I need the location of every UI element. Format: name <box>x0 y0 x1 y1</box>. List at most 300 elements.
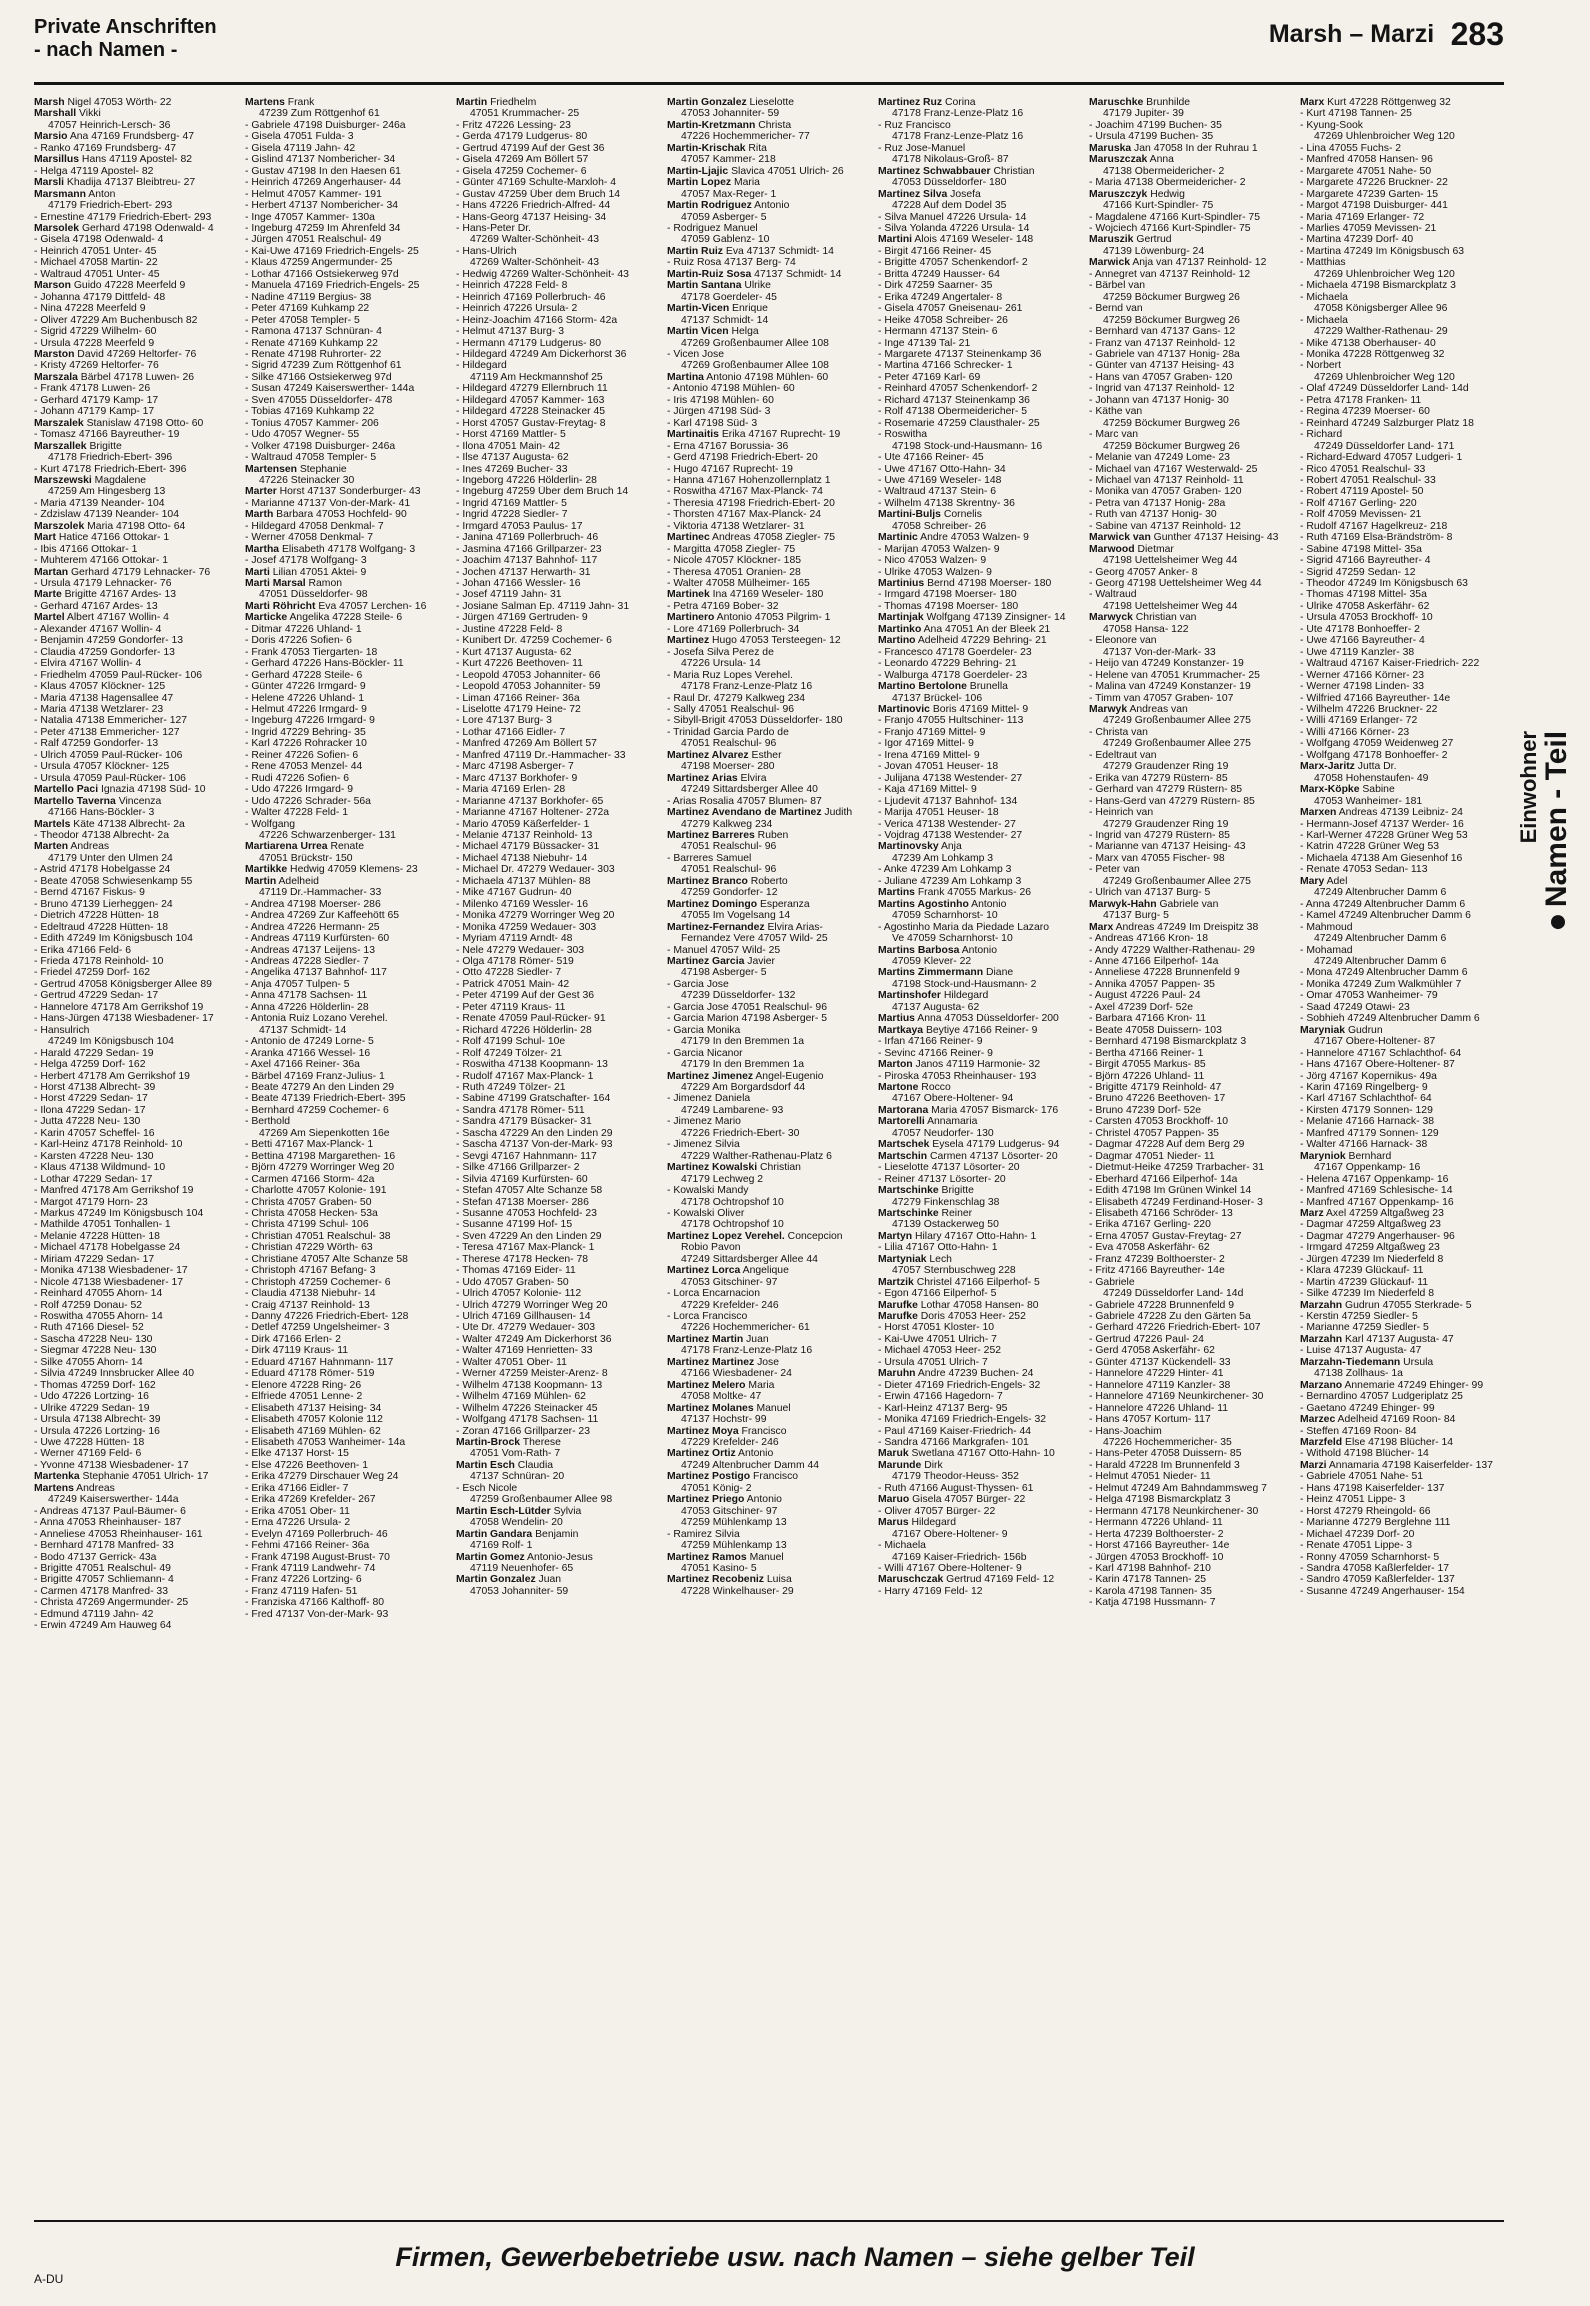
entry-text: - Beate 47058 Duissern- 103 <box>1089 1024 1222 1036</box>
directory-entry <box>245 464 450 475</box>
entry-text: - Gerd 47198 Friedrich-Ebert- 20 <box>667 452 818 464</box>
directory-entry <box>1089 819 1294 830</box>
entry-text: 47228 Winkelhauser- 29 <box>681 1585 794 1597</box>
directory-entry <box>245 1517 450 1528</box>
entry-text: - Irmgard 47198 Moerser- 180 <box>878 589 1017 601</box>
directory-entry <box>245 601 450 612</box>
entry-text: Reiner <box>938 1207 973 1219</box>
directory-entry <box>1089 933 1294 944</box>
directory-entry <box>1300 108 1505 119</box>
entry-surname: Marsio <box>34 131 68 143</box>
entry-text: - Ulrike 47229 Sedan- 19 <box>34 1402 150 1414</box>
directory-entry <box>456 1197 661 1208</box>
directory-entry <box>245 1219 450 1230</box>
entry-text: - Bruno 47239 Dorf- 52e <box>1089 1104 1202 1116</box>
entry-text: - Lilia 47167 Otto-Hahn- 1 <box>878 1242 998 1254</box>
directory-entry <box>1089 486 1294 497</box>
directory-entry <box>878 658 1083 669</box>
entry-surname: Marzi <box>1300 1459 1327 1471</box>
directory-entry <box>34 212 239 223</box>
directory-entry <box>245 452 450 463</box>
entry-text: - Bernardino 47057 Ludgeriplatz 25 <box>1300 1391 1463 1403</box>
entry-surname: Martinez Domingo <box>667 898 758 910</box>
entry-text: - Michaela 47198 Bismarckplatz 3 <box>1300 280 1456 292</box>
entry-text: - Kirsten 47179 Sonnen- 129 <box>1300 1104 1433 1116</box>
directory-entry <box>878 280 1083 291</box>
directory-entry <box>1300 589 1505 600</box>
directory-entry <box>1089 1471 1294 1482</box>
directory-entry <box>245 555 450 566</box>
entry-text: - Kerstin 47259 Siedler- 5 <box>1300 1311 1418 1323</box>
entry-text: 47178 Franz-Lenze-Platz 16 <box>892 108 1024 120</box>
entry-surname: Marsolek <box>34 222 80 234</box>
directory-entry <box>34 1448 239 1459</box>
entry-text: Boris 47169 Mittel- 9 <box>929 704 1029 716</box>
directory-entry <box>667 933 872 944</box>
directory-entry <box>878 509 1083 520</box>
directory-entry <box>245 1254 450 1265</box>
header-rule <box>34 82 1504 85</box>
entry-text: - Walburga 47178 Goerdeler- 23 <box>878 669 1028 681</box>
entry-text: - Wilhelm 47169 Mühlen- 62 <box>456 1391 586 1403</box>
entry-text: - Ursula 47179 Lehnacker- 76 <box>34 578 172 590</box>
entry-text: 47279 Graudenzer Ring 19 <box>1103 761 1229 773</box>
entry-text: - Sabine 47199 Gratschafter- 164 <box>456 1093 611 1105</box>
entry-text: - Agostinho Maria da Piedade Lazaro <box>878 921 1049 933</box>
directory-entry <box>1300 990 1505 1001</box>
directory-entry <box>878 1174 1083 1185</box>
entry-text: - Günter 47226 Irmgard- 9 <box>245 681 366 693</box>
entry-text: Gunther 47137 Heising- 43 <box>1150 532 1279 544</box>
directory-entry <box>1089 1586 1294 1597</box>
entry-text: - Timm van 47057 Graben- 107 <box>1089 692 1234 704</box>
entry-text: 47053 Gitschiner- 97 <box>681 1505 778 1517</box>
directory-entry <box>34 635 239 646</box>
entry-text: Therese <box>520 1437 561 1449</box>
directory-entry <box>245 933 450 944</box>
directory-entry <box>878 853 1083 864</box>
directory-entry <box>456 830 661 841</box>
directory-entry <box>1300 864 1505 875</box>
entry-text: - Justine 47228 Feld- 8 <box>456 623 563 635</box>
entry-text: - Hans-Peter 47058 Duissern- 85 <box>1089 1448 1242 1460</box>
entry-text: - Margarete 47239 Garten- 15 <box>1300 188 1439 200</box>
directory-entry <box>456 624 661 635</box>
directory-entry <box>1089 498 1294 509</box>
directory-entry <box>34 1151 239 1162</box>
entry-text: - Wilhelm 47138 Koopmann- 13 <box>456 1379 603 1391</box>
directory-entry <box>667 979 872 990</box>
directory-entry <box>456 212 661 223</box>
entry-text: - Ruth 47249 Tölzer- 21 <box>456 1081 566 1093</box>
directory-entry <box>1300 131 1505 142</box>
entry-text: - Carmen 47166 Storm- 42a <box>245 1173 375 1185</box>
entry-text: 47053 Wanheimer- 181 <box>1314 795 1423 807</box>
directory-entry <box>1089 1048 1294 1059</box>
directory-entry <box>34 1426 239 1437</box>
entry-text: - Christa 47199 Schul- 106 <box>245 1219 369 1231</box>
entry-text: - Marianne van 47137 Heising- 43 <box>1089 841 1246 853</box>
entry-text: 47178 Franz-Lenze-Platz 16 <box>681 1345 813 1357</box>
directory-entry <box>456 1334 661 1345</box>
entry-text: - Tomasz 47166 Bayreuther- 19 <box>34 429 180 441</box>
directory-entry <box>34 761 239 772</box>
directory-entry <box>1300 945 1505 956</box>
entry-text: - Horst 47169 Mattler- 5 <box>456 429 566 441</box>
directory-entry <box>878 212 1083 223</box>
directory-entry <box>878 303 1083 314</box>
entry-text: - Friedel 47259 Dorf- 162 <box>34 967 151 979</box>
entry-text: - Thomas 47259 Dorf- 162 <box>34 1379 156 1391</box>
entry-text: - Sabine 47198 Mittel- 35a <box>1300 543 1422 555</box>
entry-text: 47229 Walther-Rathenau- 29 <box>1314 326 1448 338</box>
directory-entry <box>1089 773 1294 784</box>
entry-text: - Bernd 47167 Fiskus- 9 <box>34 887 145 899</box>
entry-text: - Friedhelm 47059 Paul-Rücker- 106 <box>34 669 203 681</box>
directory-entry <box>34 1609 239 1620</box>
entry-text: - Hildegard 47228 Steinacker 45 <box>456 406 606 418</box>
column-3 <box>456 97 661 2209</box>
entry-text: Frank 47055 Markus- 26 <box>914 887 1032 899</box>
directory-entry <box>878 131 1083 142</box>
directory-entry <box>878 234 1083 245</box>
directory-entry <box>34 1219 239 1230</box>
entry-text: - Reinhard 47249 Salzburger Platz 18 <box>1300 417 1474 429</box>
entry-text: - Waltraud <box>1089 589 1137 601</box>
directory-entry <box>1089 738 1294 749</box>
directory-entry <box>667 475 872 486</box>
entry-text: - Richard <box>1300 429 1343 441</box>
directory-entry <box>878 1048 1083 1059</box>
entry-surname: Martinez Molanes <box>667 1402 754 1414</box>
entry-surname: Martinec <box>667 532 710 544</box>
directory-entry <box>245 1139 450 1150</box>
entry-text: - Withold 47198 Blücher- 14 <box>1300 1448 1429 1460</box>
directory-columns <box>34 97 1506 2209</box>
entry-surname: Martinez Moya <box>667 1425 739 1437</box>
directory-entry <box>878 555 1083 566</box>
directory-entry <box>1300 1151 1505 1162</box>
entry-text: 47198 Uettelsheimer Weg 44 <box>1103 600 1238 612</box>
entry-text: Antonio-Jesus <box>524 1551 593 1563</box>
entry-text: - Ingrid van 47137 Reinhold- 12 <box>1089 383 1235 395</box>
directory-entry <box>34 269 239 280</box>
entry-text: Käte 47138 Albrecht- 2a <box>70 818 185 830</box>
entry-text: - Gisela 47269 Am Böllert 57 <box>456 154 589 166</box>
entry-text: - Ulrich 47169 Gillhausen- 14 <box>456 1311 591 1323</box>
directory-entry <box>245 1185 450 1196</box>
directory-entry <box>1300 1002 1505 1013</box>
directory-entry <box>1089 1277 1294 1288</box>
entry-text: - Marx van 47055 Fischer- 98 <box>1089 852 1225 864</box>
entry-text: - Ursula 47138 Albrecht- 39 <box>34 1414 161 1426</box>
entry-text: - Leonardo 47229 Behring- 21 <box>878 658 1017 670</box>
directory-entry <box>1089 601 1294 612</box>
entry-surname: Martinez Arias <box>667 772 738 784</box>
directory-entry <box>245 1574 450 1585</box>
entry-text: Gudrun <box>1345 1024 1383 1036</box>
directory-entry <box>667 1197 872 1208</box>
entry-text: - Mona 47249 Altenbrucher Damm 6 <box>1300 967 1468 979</box>
directory-entry <box>34 1082 239 1093</box>
entry-text: - Bernhard 47259 Cochemer- 6 <box>245 1104 389 1116</box>
entry-text: - Herbert 47137 Nombericher- 34 <box>245 200 399 212</box>
directory-entry <box>245 1242 450 1253</box>
directory-entry <box>456 1219 661 1230</box>
entry-text: 47053 Gitschiner- 97 <box>681 1276 778 1288</box>
directory-entry <box>1089 784 1294 795</box>
entry-text: - Gislind 47137 Nombericher- 34 <box>245 154 396 166</box>
directory-entry <box>667 647 872 658</box>
directory-entry <box>878 1151 1083 1162</box>
directory-entry <box>878 807 1083 818</box>
entry-text: - Silvia 47169 Kurfürsten- 60 <box>456 1173 588 1185</box>
entry-text: - Sevgi 47167 Hahnmann- 117 <box>456 1150 597 1162</box>
directory-entry <box>1089 223 1294 234</box>
entry-text: - Margarete 47226 Bruckner- 22 <box>1300 177 1448 189</box>
entry-text: - Hans-Joachim <box>1089 1425 1162 1437</box>
directory-entry <box>1089 887 1294 898</box>
directory-entry <box>1300 1231 1505 1242</box>
directory-entry <box>34 887 239 898</box>
entry-text: - Claudia 47259 Gondorfer- 13 <box>34 646 175 658</box>
entry-text: Andreas <box>73 1482 115 1494</box>
entry-text: Rita <box>745 142 767 154</box>
entry-text: - Ulrich 47057 Kolonie- 112 <box>456 1288 582 1300</box>
directory-entry <box>878 796 1083 807</box>
directory-entry <box>1300 1162 1505 1173</box>
entry-text: 47259 Böckumer Burgweg 26 <box>1103 440 1240 452</box>
directory-entry <box>456 1391 661 1402</box>
entry-text: - Manfred 47167 Oppenkamp- 16 <box>1300 1196 1454 1208</box>
directory-entry <box>245 567 450 578</box>
entry-text: Axel 47259 Altgaßweg 23 <box>1323 1207 1444 1219</box>
entry-text: Brigitte <box>86 440 122 452</box>
directory-entry <box>456 1105 661 1116</box>
entry-surname: Marson <box>34 280 71 292</box>
directory-entry <box>1300 635 1505 646</box>
entry-surname: Martinez Ortiz <box>667 1448 736 1460</box>
entry-text: - Ursula 47199 Buchen- 35 <box>1089 131 1214 143</box>
entry-text: - Katrin 47228 Grüner Weg 53 <box>1300 841 1440 853</box>
entry-text: - Michael van 47167 Westerwald- 25 <box>1089 463 1258 475</box>
entry-text: - Maria 47169 Erlanger- 72 <box>1300 211 1425 223</box>
entry-text: - Andreas 47166 Kron- 18 <box>1089 933 1208 945</box>
directory-entry <box>878 521 1083 532</box>
directory-entry <box>245 670 450 681</box>
directory-entry <box>1300 922 1505 933</box>
directory-entry <box>667 658 872 669</box>
entry-text: - Heinrich 47228 Feld- 8 <box>456 280 568 292</box>
directory-entry <box>667 1185 872 1196</box>
side-tab <box>1510 620 1580 1040</box>
entry-surname: Martinez Silva <box>878 188 948 200</box>
entry-text: Eva 47057 Lerchen- 16 <box>315 600 427 612</box>
entry-text: - Lieselotte 47137 Lösorter- 20 <box>878 1162 1020 1174</box>
directory-entry <box>1300 612 1505 623</box>
entry-text: - Erwin 47249 Am Hauweg 64 <box>34 1620 172 1632</box>
directory-entry <box>456 658 661 669</box>
directory-entry <box>667 1288 872 1299</box>
directory-entry <box>667 773 872 784</box>
entry-text: Gertrud <box>1133 234 1172 246</box>
entry-surname: Marston <box>34 348 75 360</box>
entry-text: - Malina van 47249 Konstanzer- 19 <box>1089 681 1251 693</box>
directory-entry <box>245 1231 450 1242</box>
entry-text: - Dieter 47169 Friedrich-Engels- 32 <box>878 1379 1041 1391</box>
entry-text: - Marlies 47059 Mevissen- 21 <box>1300 222 1437 234</box>
entry-text: - Natalia 47138 Emmericher- 127 <box>34 715 188 727</box>
directory-entry <box>34 257 239 268</box>
entry-text: - Wilhelm 47138 Skrentny- 36 <box>878 497 1015 509</box>
directory-entry <box>667 601 872 612</box>
directory-entry <box>245 1506 450 1517</box>
entry-text: 47058 Moltke- 47 <box>681 1391 762 1403</box>
directory-entry <box>1300 876 1505 887</box>
directory-entry <box>456 761 661 772</box>
entry-text: - Nadine 47119 Bergius- 38 <box>245 291 372 303</box>
entry-surname: Martin Gonzalez <box>456 1574 536 1586</box>
directory-entry <box>1089 1300 1294 1311</box>
directory-entry <box>34 922 239 933</box>
entry-text: Diane <box>983 967 1014 979</box>
directory-entry <box>878 166 1083 177</box>
entry-text: Fernandez Vere 47057 Wild- 25 <box>681 933 828 945</box>
directory-entry <box>878 1517 1083 1528</box>
directory-entry <box>878 1426 1083 1437</box>
entry-text: - Detlef 47259 Ungelsheimer- 3 <box>245 1322 390 1334</box>
entry-surname: Martino <box>878 635 916 647</box>
directory-entry <box>34 1437 239 1448</box>
entry-surname: Marzec <box>1300 1414 1336 1426</box>
entry-text: 47178 Franz-Lenze-Platz 16 <box>681 681 813 693</box>
entry-surname: Martinez Garcia <box>667 955 745 967</box>
entry-text: - Peter 47169 Karl- 69 <box>878 371 981 383</box>
entry-text: - Heinz 47051 Lippe- 3 <box>1300 1494 1406 1506</box>
entry-text: Antonio <box>735 1448 774 1460</box>
entry-text: - Steffen 47169 Roon- 84 <box>1300 1425 1417 1437</box>
directory-entry <box>456 635 661 646</box>
entry-text: - Michael Dr. 47279 Wedauer- 303 <box>456 864 615 876</box>
entry-text: 47057 Kammer- 218 <box>681 154 776 166</box>
directory-entry <box>456 1345 661 1356</box>
entry-text: - Hildegard <box>456 360 507 372</box>
directory-entry <box>34 1025 239 1036</box>
directory-entry <box>667 1380 872 1391</box>
directory-entry <box>1300 1105 1505 1116</box>
entry-text: 47137 Schmidt- 14 <box>751 268 842 280</box>
entry-text: - Kurt 47178 Friedrich-Ebert- 396 <box>34 463 187 475</box>
entry-text: - Gertrud 47226 Paul- 24 <box>1089 1333 1204 1345</box>
directory-entry <box>245 1414 450 1425</box>
directory-entry <box>34 349 239 360</box>
entry-text: - Ulrich 47059 Paul-Rücker- 106 <box>34 749 183 761</box>
entry-text: - Sigrid 47229 Wilhelm- 60 <box>34 326 157 338</box>
entry-text: 47051 Vom-Rath- 7 <box>470 1448 561 1460</box>
entry-surname: Martinez Melero <box>667 1379 746 1391</box>
directory-entry <box>878 1368 1083 1379</box>
directory-entry <box>245 853 450 864</box>
directory-entry <box>878 452 1083 463</box>
entry-text: - Elisabeth 47249 Ferdinand-Hoser- 3 <box>1089 1196 1263 1208</box>
entry-text: Elisabeth 47178 Wolfgang- 3 <box>279 543 416 555</box>
directory-entry <box>1089 1025 1294 1036</box>
directory-entry <box>245 315 450 326</box>
directory-entry <box>245 738 450 749</box>
directory-entry <box>667 796 872 807</box>
entry-text: - Melanie 47137 Reinhold- 13 <box>456 830 593 841</box>
directory-entry <box>1089 899 1294 910</box>
entry-text: 47249 Sittardsberger Allee 44 <box>681 1253 818 1265</box>
entry-text: - Lothar 47166 Eidler- 7 <box>456 726 566 738</box>
directory-entry <box>456 670 661 681</box>
entry-surname: Martinez Priego <box>667 1494 745 1506</box>
column-2 <box>245 97 450 2209</box>
directory-entry <box>878 887 1083 898</box>
directory-entry <box>667 1334 872 1345</box>
entry-text: 47249 Im Königsbusch 104 <box>48 1036 174 1048</box>
directory-entry <box>878 1563 1083 1574</box>
entry-text: - Margarete 47051 Nahe- 50 <box>1300 165 1432 177</box>
directory-entry <box>878 315 1083 326</box>
directory-entry <box>1300 303 1505 314</box>
entry-text: Beytiye 47166 Reiner- 9 <box>923 1024 1038 1036</box>
directory-entry <box>456 1517 661 1528</box>
entry-text: - Christa 47058 Hecken- 53a <box>245 1207 378 1219</box>
entry-text: - Hermann 47179 Ludgerus- 80 <box>456 337 601 349</box>
directory-entry <box>1089 234 1294 245</box>
directory-entry <box>667 1025 872 1036</box>
directory-entry <box>1089 1002 1294 1013</box>
directory-entry <box>245 131 450 142</box>
directory-entry <box>1300 819 1505 830</box>
entry-text: - Hans-Georg 47137 Heising- 34 <box>456 211 607 223</box>
entry-text: - Theodor 47138 Albrecht- 2a <box>34 830 169 841</box>
directory-entry <box>1300 269 1505 280</box>
directory-entry <box>1089 509 1294 520</box>
directory-entry <box>1300 280 1505 291</box>
entry-text: - Nina 47228 Meerfeld 9 <box>34 303 146 315</box>
entry-text: - Ditmar 47226 Uhland- 1 <box>245 623 362 635</box>
entry-surname: Martan <box>34 566 69 578</box>
directory-entry <box>878 738 1083 749</box>
entry-text: 47138 Obermeidericher- 2 <box>1103 165 1225 177</box>
entry-text: - Elenore 47228 Ring- 26 <box>245 1379 362 1391</box>
directory-entry <box>245 1368 450 1379</box>
entry-surname: Marus <box>878 1517 909 1529</box>
directory-entry <box>456 486 661 497</box>
entry-text: 47249 Großenbaumer Allee 275 <box>1103 715 1251 727</box>
directory-entry <box>1089 1414 1294 1425</box>
entry-text: - Garcia Nicanor <box>667 1047 743 1059</box>
directory-entry <box>456 1139 661 1150</box>
directory-entry <box>1300 315 1505 326</box>
entry-surname: Marszewski <box>34 474 92 486</box>
directory-entry <box>878 532 1083 543</box>
entry-text: 47179 Lechweg 2 <box>681 1173 764 1185</box>
directory-entry <box>245 383 450 394</box>
directory-entry <box>878 269 1083 280</box>
directory-entry <box>34 108 239 119</box>
entry-text: - Gabriele 47198 Duisburger- 246a <box>245 119 406 131</box>
directory-entry <box>667 1483 872 1494</box>
entry-surname: Martino Bertolone <box>878 681 967 693</box>
directory-entry <box>667 1048 872 1059</box>
entry-text: Stanislaw 47198 Otto- 60 <box>83 417 204 429</box>
directory-entry <box>1300 1059 1505 1070</box>
entry-text: - Tonius 47057 Kammer- 206 <box>245 417 379 429</box>
entry-surname: Martinez Lopez Verehel. <box>667 1230 785 1242</box>
